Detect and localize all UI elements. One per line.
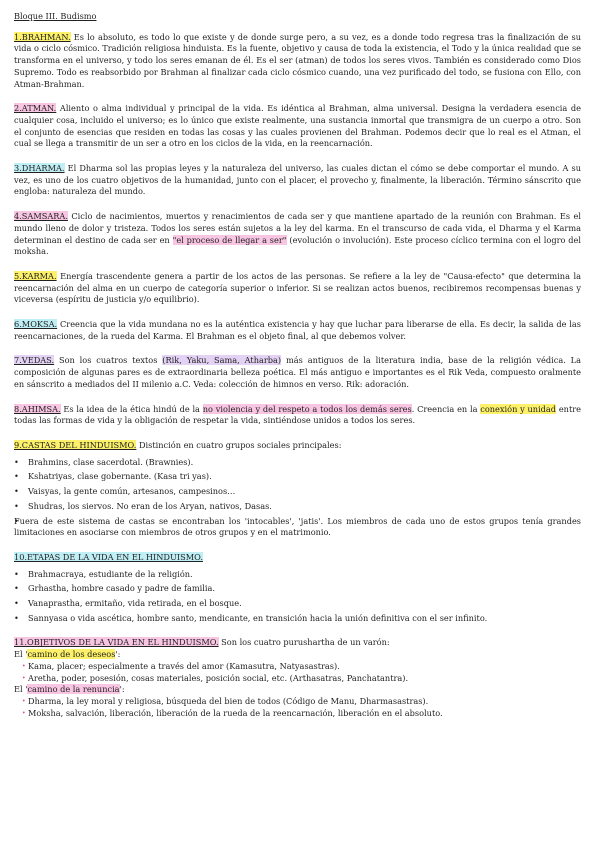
section-text: Energía trascendente genera a partir de los actos de las personas. Se refiere a la ley de "Causa-efecto" que determina la reencarnación del alma en un cuerpo de categoría superior o inferior. Si se realizan actos buenos, recibiremos recompensas buenas y viceversa (espíritu de justicia y/o equilibrio). bbox=[14, 270, 581, 305]
section-dharma bbox=[14, 163, 581, 198]
highlighted-phrase: no violencia y del respeto a todos los demás seres bbox=[202, 403, 412, 414]
section-heading: 10.ETAPAS DE LA VIDA EN EL HINDUISMO. bbox=[14, 551, 203, 562]
label-suffix: ': bbox=[115, 649, 121, 660]
section-objetivos bbox=[14, 637, 581, 719]
list-item: • Dharma, la ley moral y religiosa, búsqueda del bien de todos (Código de Manu, Dharmasastras). bbox=[14, 696, 581, 708]
list-item: • Brahmacraya, estudiante de la religión. bbox=[14, 569, 581, 581]
highlighted-phrase: camino de los deseos bbox=[27, 649, 116, 660]
list-item: • Aretha, poder, posesión, cosas materiales, posición social, etc. (Arthasatras, Panchatantra). bbox=[14, 673, 581, 685]
section-text: Son los cuatros textos bbox=[54, 355, 163, 366]
section-text: . Creencia en la bbox=[411, 403, 481, 414]
section-samsara bbox=[14, 211, 581, 258]
section-text: (evolución o involución). Este proceso cíclico termina con el logro del moksha. bbox=[14, 234, 582, 257]
section-etapas bbox=[14, 552, 581, 625]
highlighted-phrase: camino de la renuncia bbox=[27, 684, 120, 695]
highlighted-phrase: (Rik, Yaku, Sama, Atharba) bbox=[162, 355, 282, 366]
section-heading: 3.DHARMA. bbox=[14, 163, 65, 174]
list-item: • Kshatriyas, clase gobernante. (Kasa tri yas). bbox=[14, 471, 581, 483]
section-heading: 8.AHIMSA. bbox=[14, 403, 61, 414]
section-text: Aliento o alma individual y principal de la vida. Es idéntica al Brahman, alma universal. Designa la verdadera esencia de cualquier cosa, incluido el universo; es lo único que existe realmente, una sustancia inmortal que transmigra de un cuerpo a otro. Son el conjunto de esencias que residen en todas las cosas y las cuales provienen del Brahman. Podemos decir que lo real es el Atman, el cual se llega a transmitir de un ser a otro en los ciclos de la vida, en la reencarnación. bbox=[14, 103, 581, 149]
section-castas bbox=[14, 440, 581, 539]
section-text: Distinción en cuatro grupos sociales principales: bbox=[136, 439, 342, 450]
section-text: Creencia que la vida mundana no es la auténtica existencia y hay que luchar para liberarse de ella. Es decir, la salida de las reencarnaciones, de la rueda del Karma. El Brahman es el objeto final, al que debemos volver. bbox=[14, 319, 581, 341]
section-text: Es lo absoluto, es todo lo que existe y de donde surge pero, a su vez, es a donde todo regresa tras la finalización de su vida o ciclo cósmico. Tradición religiosa hinduista. Es la fuente, objetivo y causa de toda la existencia, el Todo y la única realidad que se transforma en el universo, y todo los seres emanan de él. Es el ser (atman) de todos los seres vivos. También es considerado como Dios Supremo. Todo es reabsorbido por Brahman al finalizar cada ciclo cósmico cuando, una vez purificado del todo, se fusiona con Ello, con Atman-Brahman. bbox=[14, 31, 581, 89]
section-heading: 11.OBJETIVOS DE LA VIDA EN EL HINDUISMO. bbox=[14, 637, 219, 648]
section-text: Son los cuatro purushartha de un varón: bbox=[218, 637, 390, 648]
section-text: El Dharma sol las propias leyes y la naturaleza del universo, las cuales dictan el cómo se debe comportar el mundo. A su vez, es uno de los cuatro objetivos de la humanidad, junto con el placer, el provecho y, finalmente, la liberación. Término sánscrito que engloba: naturaleza del mundo. bbox=[14, 163, 581, 197]
list-item: • Shudras, los siervos. No eran de los Aryan, nativos, Dasas. bbox=[14, 501, 581, 513]
etapas-list bbox=[14, 569, 581, 625]
label-suffix: ': bbox=[119, 684, 125, 695]
section-heading: 7.VEDAS. bbox=[14, 355, 55, 366]
list-item: • Vanaprastha, ermitaño, vida retirada, en el bosque. bbox=[14, 598, 581, 610]
section-moksa bbox=[14, 319, 581, 342]
section-brahman bbox=[14, 32, 581, 91]
group-label bbox=[14, 649, 581, 661]
section-vedas bbox=[14, 355, 581, 390]
section-heading: 5.KARMA. bbox=[14, 270, 57, 281]
section-karma bbox=[14, 271, 581, 306]
section-heading: 1.BRAHMAN. bbox=[14, 31, 71, 42]
section-heading: 2.ATMAN. bbox=[14, 103, 57, 114]
list-item: • Brahmins, clase sacerdotal. (Brawnies). bbox=[14, 457, 581, 469]
highlighted-phrase: "el proceso de llegar a ser" bbox=[172, 234, 287, 245]
section-text: Ciclo de nacimientos, muertos y renacimientos de cada ser y que mantiene apartado de la reunión con Brahman. Es el mundo lleno de dolor y tristeza. Todos los seres están sujetos a la ley del karma. En el transcurso de cada vida, el Dharma y el Karma determinan el destino de cada ser en bbox=[14, 211, 581, 245]
list-item: • Moksha, salvación, liberación, liberación de la rueda de la reencarnación, liberación en el absoluto. bbox=[14, 708, 581, 720]
section-heading: 9.CASTAS DEL HINDUISMO. bbox=[14, 439, 137, 450]
section-text: Es la idea de la ética hindú de la bbox=[60, 403, 203, 414]
castas-list bbox=[14, 457, 581, 513]
section-text: más antiguos de la literatura india, base de la religión védica. La composición de algunas pares es de extraordinaria belleza poética. El más antiguo e importantes es el Rik Veda, compuesto oralmente en sánscrito a mediados del II milenio a.C. Veda: colección de himnos en verso. Rik: adoración. bbox=[14, 355, 581, 389]
label-prefix: El ' bbox=[14, 649, 28, 660]
section-text: entre todas las formas de vida y la obligación de respetar la vida, sintiéndose unidos a todos los seres. bbox=[14, 403, 581, 426]
section-ahimsa bbox=[14, 404, 581, 427]
group-label bbox=[14, 684, 581, 696]
highlighted-phrase: conexión y unidad bbox=[480, 403, 557, 414]
list-item: • Sannyasa o vida ascética, hombre santo, mendicante, en transición hacia la unión definitiva con el ser infinito. bbox=[14, 613, 581, 625]
section-heading: 6.MOKSA. bbox=[14, 319, 58, 330]
section-atman bbox=[14, 103, 581, 150]
list-item: • Kama, placer; especialmente a través del amor (Kamasutra, Natyasastras). bbox=[14, 661, 581, 673]
section-text: Fuera de este sistema de castas se encontraban los 'intocables', 'jatis'. Los miembros de cada uno de estos grupos tenía grandes limitaciones en asociarse con miembros de otros grupos y en el matrimonio. bbox=[14, 515, 581, 538]
list-item: • Grhastha, hombre casado y padre de familia. bbox=[14, 583, 581, 595]
document-title: Bloque III. Budismo bbox=[14, 11, 97, 21]
label-prefix: El ' bbox=[14, 684, 28, 695]
section-heading: 4.SAMSARA. bbox=[14, 211, 68, 222]
list-item: • Vaisyas, la gente común, artesanos, campesinos… bbox=[14, 486, 581, 498]
